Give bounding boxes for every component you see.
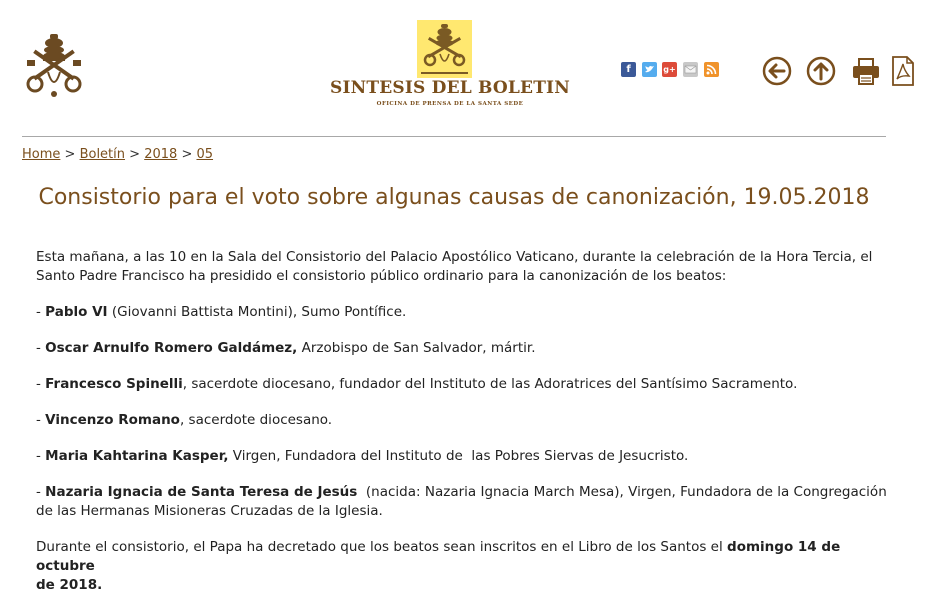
list-item-prefix: - [36, 304, 46, 320]
breadcrumb-month-link[interactable]: 05 [196, 147, 214, 162]
facebook-icon[interactable]: f [621, 62, 636, 77]
saint-name: Vincenzo Romano [45, 412, 180, 428]
site-subtitle: OFICINA DE PRENSA DE LA SANTA SEDE [376, 101, 524, 107]
list-item [36, 339, 896, 358]
page-title: Consistorio para el voto sobre algunas causas de canonización, 19.05.2018 [38, 185, 870, 210]
saint-description: (Giovanni Battista Montini), Sumo Pontífice. [107, 304, 407, 320]
saint-description: Virgen, Fundadora del Instituto de las Pobres Siervas de Jesucristo. [228, 448, 689, 464]
saint-description-continued: de las Hermanas Misioneras Cruzadas de la Iglesia. [36, 503, 383, 519]
closing-date-continued: de 2018. [36, 577, 103, 593]
closing-date: domingo 14 de octubre [36, 539, 841, 574]
pdf-icon[interactable] [891, 56, 915, 86]
breadcrumb-separator: > [129, 147, 141, 162]
breadcrumb [22, 147, 213, 162]
intro-paragraph [36, 248, 896, 286]
list-item [36, 483, 896, 521]
up-arrow-icon[interactable] [806, 56, 836, 86]
saint-description: Arzobispo de San Salvador, mártir. [297, 340, 536, 356]
saint-name: Nazaria Ignacia de Santa Teresa de Jesús [45, 484, 358, 500]
back-arrow-icon[interactable] [762, 56, 792, 86]
saint-name: Pablo VI [45, 304, 108, 320]
print-icon[interactable] [851, 56, 881, 86]
list-item-prefix: - [36, 484, 46, 500]
intro-line-1: Esta mañana, a las 10 en la Sala del Consistorio del Palacio Apostólico Vaticano, durante la celebración de la Hora Tercia, el [36, 249, 873, 265]
bulletin-logo-icon[interactable] [417, 20, 472, 78]
list-item-prefix: - [36, 448, 46, 464]
breadcrumb-separator: > [64, 147, 76, 162]
intro-line-2: Santo Padre Francisco ha presidido el consistorio público ordinario para la canonización de los beatos: [36, 268, 727, 284]
list-item [36, 303, 896, 322]
vatican-coat-of-arms-icon [22, 32, 86, 100]
saint-description: , sacerdote diocesano, fundador del Instituto de las Adoratrices del Santísimo Sacramento. [182, 376, 798, 392]
rss-icon[interactable] [704, 62, 719, 77]
saint-name: Maria Kahtarina Kasper, [45, 448, 229, 464]
closing-text: Durante el consistorio, el Papa ha decretado que los beatos sean inscritos en el Libro de los Santos el [36, 539, 728, 555]
list-item [36, 447, 896, 466]
saint-description: , sacerdote diocesano. [179, 412, 333, 428]
saint-name: Francesco Spinelli [45, 376, 183, 392]
list-item [36, 375, 896, 394]
breadcrumb-home-link[interactable]: Home [22, 147, 61, 162]
list-item [36, 411, 896, 430]
twitter-icon[interactable] [642, 62, 657, 77]
article-body [36, 248, 896, 595]
site-title: SINTESIS DEL BOLETIN [330, 78, 570, 98]
breadcrumb-separator: > [181, 147, 193, 162]
breadcrumb-boletin-link[interactable]: Boletín [79, 147, 126, 162]
header-divider [22, 136, 886, 137]
closing-paragraph [36, 538, 896, 595]
email-icon[interactable] [683, 62, 698, 77]
saint-description: (nacida: Nazaria Ignacia March Mesa), Virgen, Fundadora de la Congregación [357, 484, 887, 500]
list-item-prefix: - [36, 412, 46, 428]
saint-name: Oscar Arnulfo Romero Galdámez, [45, 340, 298, 356]
list-item-prefix: - [36, 340, 46, 356]
list-item-prefix: - [36, 376, 46, 392]
google-plus-icon[interactable]: g+ [662, 62, 677, 77]
breadcrumb-year-link[interactable]: 2018 [144, 147, 178, 162]
